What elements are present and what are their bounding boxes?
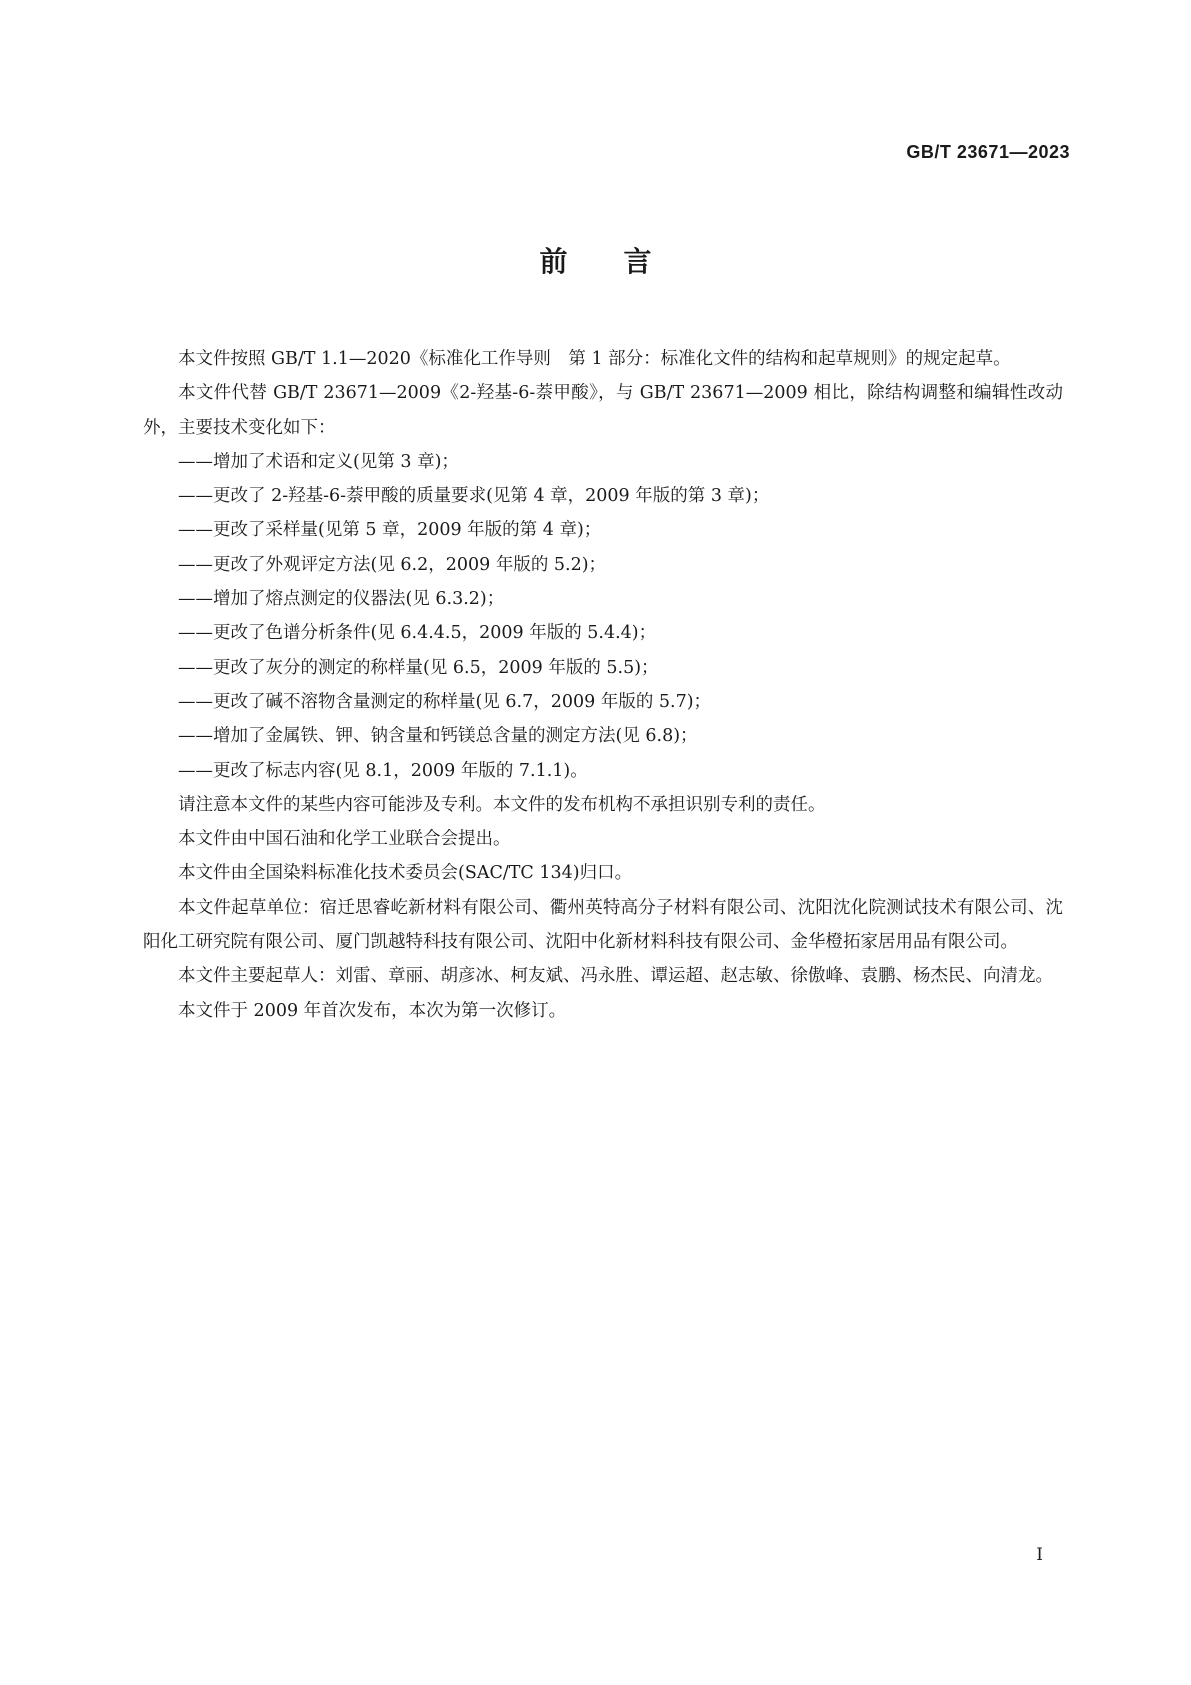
list-item: ——更改了 2-羟基-6-萘甲酸的质量要求(见第 4 章，2009 年版的第 3 章)； bbox=[178, 486, 770, 507]
list-item: ——更改了采样量(见第 5 章，2009 年版的第 4 章)； bbox=[178, 520, 602, 541]
paragraph-drafting-units: 本文件起草单位：宿迁思睿屹新材料有限公司、衢州英特高分子材料有限公司、沈阳沈化院测试技术有限公司、沈阳化工研究院有限公司、厦门凯越特科技有限公司、沈阳中化新材料科技有限公司、金华橙拓家居用品有限公司。 bbox=[143, 897, 1063, 953]
paragraph-patent-notice: 请注意本文件的某些内容可能涉及专利。本文件的发布机构不承担识别专利的责任。 bbox=[178, 794, 826, 815]
list-item: ——更改了碱不溶物含量测定的称样量(见 6.7，2009 年版的 5.7)； bbox=[178, 691, 712, 712]
list-item: ——增加了金属铁、钾、钠含量和钙镁总含量的测定方法(见 6.8)； bbox=[178, 726, 698, 747]
paragraph-history: 本文件于 2009 年首次发布，本次为第一次修订。 bbox=[178, 1000, 567, 1021]
document-code: GB/T 23671—2023 bbox=[906, 142, 1070, 162]
foreword-body bbox=[143, 342, 1063, 1028]
paragraph-managed-by: 本文件由全国染料标准化技术委员会(SAC/TC 134)归口。 bbox=[178, 863, 633, 884]
paragraph-drafters: 本文件主要起草人：刘雷、章丽、胡彦冰、柯友斌、冯永胜、谭运超、赵志敏、徐傲峰、袁鹏、杨杰民、向清龙。 bbox=[178, 966, 1053, 987]
list-item: ——更改了外观评定方法(见 6.2，2009 年版的 5.2)； bbox=[178, 554, 607, 575]
list-item: ——更改了标志内容(见 8.1，2009 年版的 7.1.1)。 bbox=[178, 760, 588, 781]
paragraph-proposed-by: 本文件由中国石油和化学工业联合会提出。 bbox=[178, 829, 511, 850]
list-item: ——更改了色谱分析条件(见 6.4.4.5，2009 年版的 5.4.4)； bbox=[178, 623, 657, 644]
page-number: I bbox=[1036, 1545, 1043, 1565]
paragraph-replaces: 本文件代替 GB/T 23671—2009《2-羟基-6-萘甲酸》，与 GB/T 23671—2009 相比，除结构调整和编辑性改动外，主要技术变化如下： bbox=[143, 383, 1063, 438]
list-item: ——增加了熔点测定的仪器法(见 6.3.2)； bbox=[178, 589, 505, 610]
list-item: ——增加了术语和定义(见第 3 章)； bbox=[178, 451, 459, 472]
technical-changes-list bbox=[143, 445, 1063, 788]
list-item: ——更改了灰分的测定的称样量(见 6.5，2009 年版的 5.5)； bbox=[178, 657, 659, 678]
page-title: 前言 bbox=[539, 245, 708, 278]
paragraph-drafting-rules: 本文件按照 GB/T 1.1—2020《标准化工作导则 第 1 部分：标准化文件的结构和起草规则》的规定起草。 bbox=[178, 349, 1011, 369]
